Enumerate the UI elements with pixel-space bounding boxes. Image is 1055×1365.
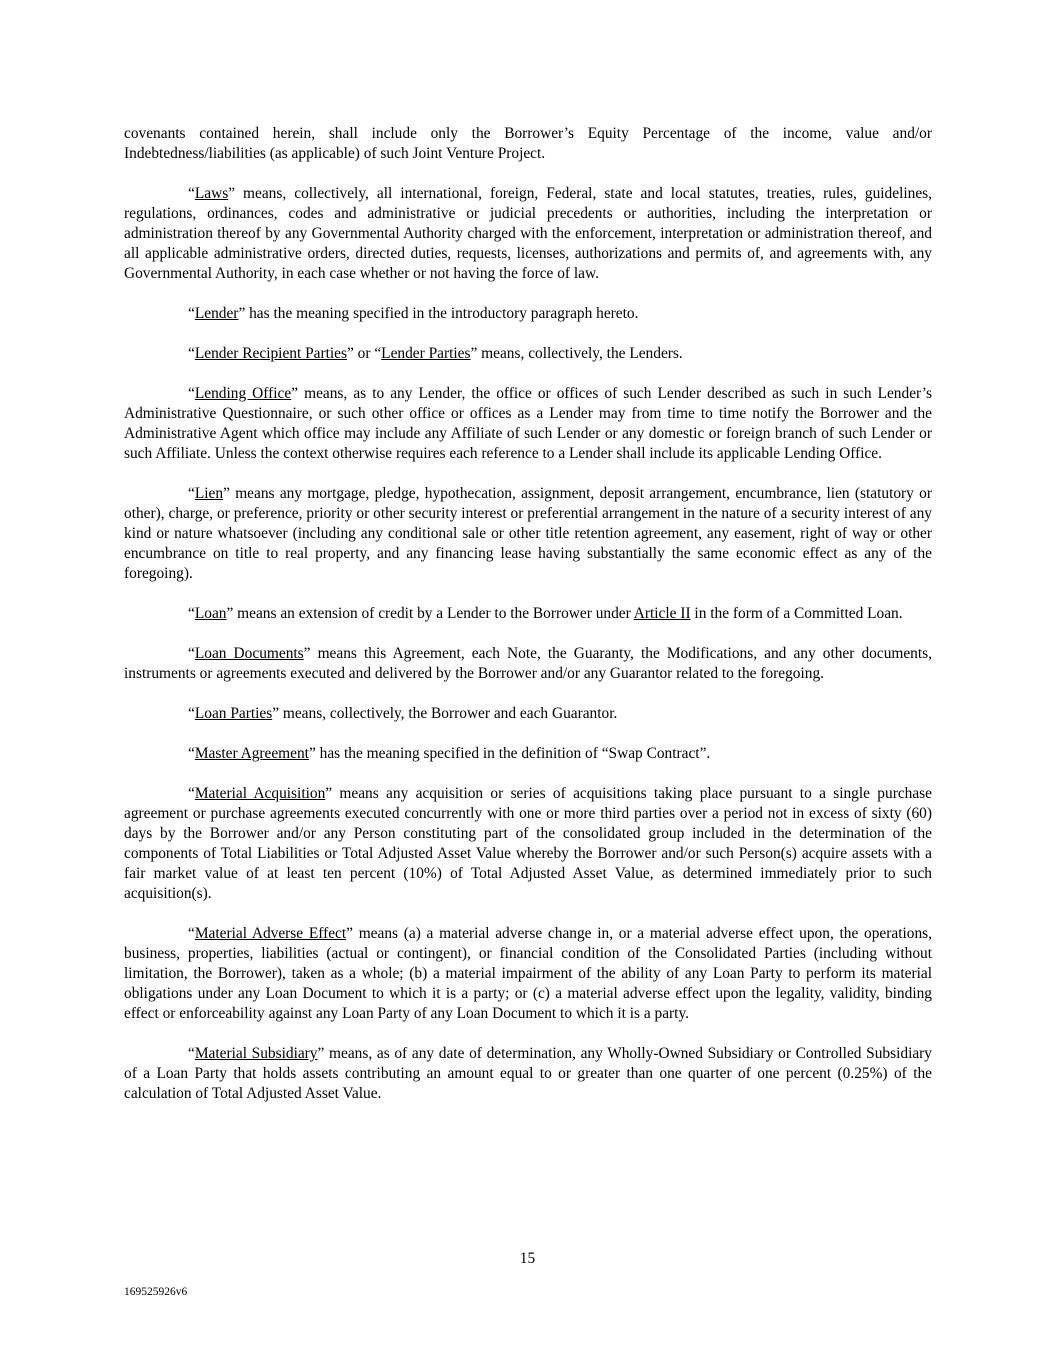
- paragraph-text: ” has the meaning specified in the introductory paragraph hereto.: [238, 305, 639, 322]
- paragraph-text: “: [188, 705, 195, 722]
- defined-term: Lien: [194, 485, 224, 502]
- paragraph-text: covenants contained herein, shall include only the Borrower’s Equity Percentage of the income, value and/or Indebtedness/liabilities (as applicable) of such Joint Venture Project.: [124, 125, 932, 162]
- paragraph-text: ” has the meaning specified in the definition of “Swap Contract”.: [308, 745, 711, 762]
- paragraph-text: ” or “: [346, 345, 382, 362]
- defined-term: Master Agreement: [194, 745, 309, 762]
- paragraph-text: ” means any acquisition or series of acquisitions taking place pursuant to a single purchase agreement or purchase agreements executed concurrently with one or more third parties over a period not in excess of sixty (60) days by the Borrower and/or any Person constituting part of the consolidated group included in the determination of the components of Total Liabilities or Total Adjusted Asset Value whereby the Borrower and/or such Person(s) acquire assets with a fair market value of at least ten percent (10%) of Total Adjusted Asset Value, as determined immediately prior to such acquisition(s).: [124, 785, 932, 902]
- paragraph-text: “: [188, 345, 195, 362]
- paragraph-text: “: [188, 745, 195, 762]
- defined-term: Laws: [194, 185, 229, 202]
- defined-term: Lender Recipient Parties: [194, 345, 347, 362]
- paragraph-text: ” means this Agreement, each Note, the Guaranty, the Modifications, and any other documents, instruments or agreements executed and delivered by the Borrower and/or any Guarantor related to the foregoing.: [124, 645, 932, 682]
- paragraph-text: “: [188, 385, 195, 402]
- paragraph-text: “: [188, 305, 195, 322]
- definition-paragraph: [124, 604, 932, 624]
- document-body: [124, 124, 932, 1124]
- defined-term: Material Adverse Effect: [194, 925, 347, 942]
- definition-paragraph: [124, 1044, 932, 1104]
- defined-term: Material Subsidiary: [194, 1045, 318, 1062]
- defined-term: Loan Parties: [194, 705, 273, 722]
- paragraph-text: “: [188, 925, 195, 942]
- defined-term: Loan Documents: [194, 645, 304, 662]
- definition-paragraph: [124, 484, 932, 584]
- paragraph-text: “: [188, 1045, 195, 1062]
- defined-term: Material Acquisition: [194, 785, 326, 802]
- paragraph-text: ” means any mortgage, pledge, hypothecation, assignment, deposit arrangement, encumbrance, lien (statutory or other), charge, or preference, priority or other security interest or preferential arrangement in the nature of a security interest of any kind or nature whatsoever (including any conditional sale or other title retention agreement, any easement, right of way or other encumbrance on title to real property, and any financing lease having substantially the same economic effect as any of the foregoing).: [124, 485, 932, 582]
- defined-term: Lender Parties: [381, 345, 471, 362]
- definition-paragraph: [124, 384, 932, 464]
- paragraph-text: ” means, collectively, the Borrower and each Guarantor.: [272, 705, 618, 722]
- paragraph-text: ” means, as to any Lender, the office or offices of such Lender described as such in such Lender’s Administrative Questionnaire, or such other office or offices as a Lender may from time to time notify the Borrower and the Administrative Agent which office may include any Affiliate of such Lender or any domestic or foreign branch of such Lender or such Affiliate. Unless the context otherwise requires each reference to a Lender shall include its applicable Lending Office.: [124, 385, 932, 462]
- paragraph-text: in the form of a Committed Loan.: [690, 605, 903, 622]
- definition-paragraph: [124, 184, 932, 284]
- definition-paragraph: [124, 304, 932, 324]
- definition-paragraph: [124, 704, 932, 724]
- paragraph-text: ” means (a) a material adverse change in, or a material adverse effect upon, the operations, business, properties, liabilities (actual or contingent), or financial condition of the Consolidated Parties (including without limitation, the Borrower), taken as a whole; (b) a material impairment of the ability of any Loan Party to perform its material obligations under any Loan Document to which it is a party; or (c) a material adverse effect upon the legality, validity, binding effect or enforceability against any Loan Party of any Loan Document to which it is a party.: [124, 925, 932, 1022]
- defined-term: Lending Office: [194, 385, 292, 402]
- cross-reference-link[interactable]: Article II: [633, 605, 691, 622]
- definition-paragraph: [124, 744, 932, 764]
- definition-paragraph: [124, 344, 932, 364]
- paragraph-text: ” means, collectively, the Lenders.: [470, 345, 683, 362]
- paragraph-text: ” means, as of any date of determination, any Wholly-Owned Subsidiary or Controlled Subsidiary of a Loan Party that holds assets contributing an amount equal to or greater than one quarter of one percent (0.25%) of the calculation of Total Adjusted Asset Value.: [124, 1045, 932, 1102]
- paragraph-text: “: [188, 605, 195, 622]
- paragraph-text: ” means an extension of credit by a Lender to the Borrower under: [226, 605, 634, 622]
- paragraph-text: “: [188, 185, 195, 202]
- definition-paragraph: [124, 644, 932, 684]
- defined-term: Lender: [194, 305, 239, 322]
- definition-paragraph: [124, 124, 932, 164]
- page-number: 15: [519, 1250, 536, 1267]
- paragraph-text: “: [188, 485, 195, 502]
- paragraph-text: “: [188, 645, 195, 662]
- defined-term: Loan: [194, 605, 227, 622]
- definitions-list: [124, 124, 932, 1104]
- paragraph-text: ” means, collectively, all international, foreign, Federal, state and local statutes, treaties, rules, guidelines, regulations, ordinances, codes and administrative or judicial precedents or authorities, including the interpretation or administration thereof by any Governmental Authority charged with the enforcement, interpretation or administration thereof, and all applicable administrative orders, directed duties, requests, licenses, authorizations and permits of, and agreements with, any Governmental Authority, in each case whether or not having the force of law.: [124, 185, 932, 282]
- document-id: 169525926v6: [124, 1286, 188, 1298]
- definition-paragraph: [124, 784, 932, 904]
- definition-paragraph: [124, 924, 932, 1024]
- paragraph-text: “: [188, 785, 195, 802]
